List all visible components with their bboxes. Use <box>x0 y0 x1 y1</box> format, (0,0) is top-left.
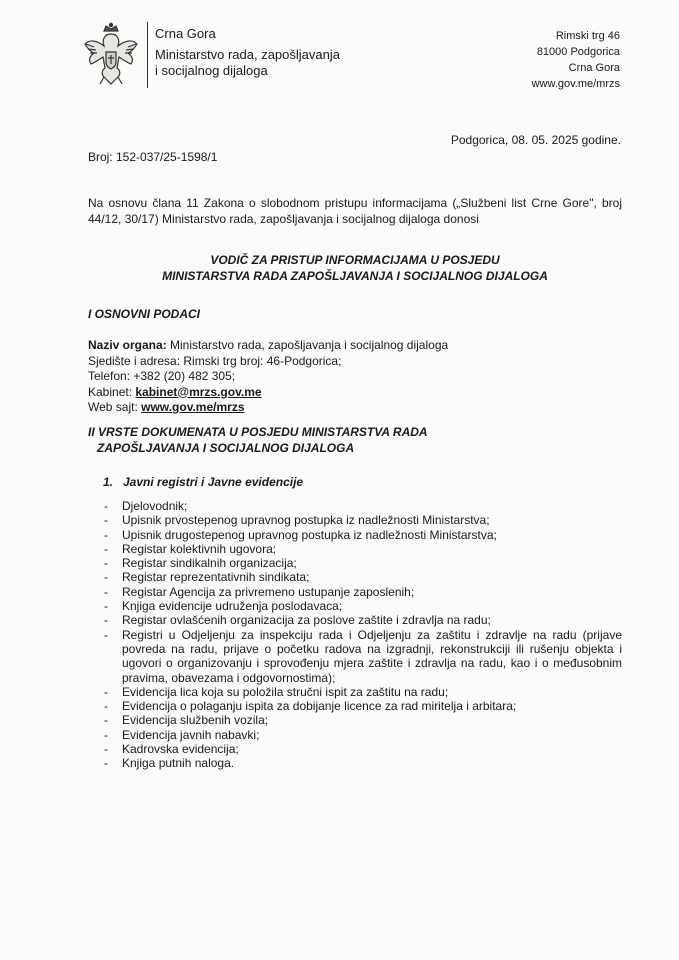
document-number: Broj: 152-037/25-1598/1 <box>88 150 218 164</box>
list-item <box>88 742 622 756</box>
country-name: Crna Gora <box>155 26 216 41</box>
header-divider <box>147 22 148 88</box>
cabinet-label: Kabinet: <box>88 384 136 399</box>
list-item <box>88 542 622 556</box>
ministry-name <box>155 26 340 80</box>
list-item <box>88 528 622 542</box>
phone-row: Telefon: +382 (20) 482 305; <box>88 369 236 383</box>
list-item <box>88 513 622 527</box>
title-line-2: MINISTARSTVA RADA ZAPOŠLJAVANJA I SOCIJALNOG DIJALOGA <box>162 268 548 283</box>
list-bullet: - <box>104 627 108 642</box>
website-row <box>88 400 448 416</box>
list-item-text: Upisnik prvostepenog upravnog postupka iz nadležnosti Ministarstva; <box>122 513 490 528</box>
list-item-text: Registar sindikalnih organizacija; <box>122 556 297 571</box>
list-item-text: Registar Agencija za privremeno ustupanje zaposlenih; <box>122 584 415 599</box>
section-2-heading-line-2: ZAPOŠLJAVANJA I SOCIJALNOG DIJALOGA <box>97 441 355 455</box>
subsection-title: Javni registri i Javne evidencije <box>123 475 304 489</box>
list-item <box>88 599 622 613</box>
document-date: Podgorica, 08. 05. 2025 godine. <box>450 133 621 147</box>
subsection-number: 1. <box>103 475 114 489</box>
seat-address-row: Sjedište i adresa: Rimski trg broj: 46-Podgorica; <box>88 353 342 368</box>
list-bullet: - <box>104 684 108 699</box>
cabinet-email-link[interactable]: kabinet@mrzs.gov.me <box>135 384 262 399</box>
list-bullet: - <box>104 756 108 771</box>
list-item-text: Registar reprezentativnih sindikata; <box>122 570 310 585</box>
list-bullet: - <box>104 613 108 628</box>
list-item-text: Djelovodnik; <box>122 499 188 513</box>
list-item <box>88 728 622 742</box>
list-item-text: Evidencija lica koja su položila stručni ispit za zaštitu na radu; <box>122 684 449 699</box>
list-item <box>88 713 622 727</box>
list-item-text: Knjiga putnih naloga. <box>122 756 235 771</box>
list-bullet: - <box>104 513 108 528</box>
document-title <box>88 253 622 284</box>
list-item-text: Kadrovska evidencija; <box>122 742 239 757</box>
organ-name-value: Ministarstvo rada, zapošljavanja i socijalnog dijaloga <box>166 338 449 352</box>
section-1-heading: I OSNOVNI PODACI <box>88 307 201 321</box>
basic-info <box>88 338 448 416</box>
list-bullet: - <box>104 742 108 757</box>
list-bullet: - <box>104 599 108 614</box>
list-bullet: - <box>104 584 108 599</box>
section-2-heading-line-1: II VRSTE DOKUMENATA U POSJEDU MINISTARSTVA RADA <box>88 425 428 439</box>
registry-list <box>88 499 622 771</box>
list-bullet: - <box>104 556 108 571</box>
list-item-text: Upisnik drugostepenog upravnog postupka iz nadležnosti Ministarstva; <box>122 527 497 542</box>
section-2-heading <box>88 424 428 456</box>
organ-name-label: Naziv organa: <box>88 338 167 352</box>
address-country: Crna Gora <box>568 62 620 74</box>
ministry-address <box>532 28 620 92</box>
list-item-text: Registar kolektivnih ugovora; <box>122 541 277 556</box>
list-item <box>88 499 622 513</box>
address-website: www.gov.me/mrzs <box>531 78 620 90</box>
address-street: Rimski trg 46 <box>555 30 620 42</box>
website-label: Web sajt: <box>88 400 142 414</box>
list-bullet: - <box>104 541 108 556</box>
subsection-1-heading <box>103 475 303 489</box>
list-item-text: Evidencija o polaganju ispita za dobijanje licence za rad miritelja i arbitara; <box>122 699 517 714</box>
list-item-text: Evidencija službenih vozila; <box>122 713 269 728</box>
cabinet-row <box>88 385 448 401</box>
list-bullet: - <box>104 499 108 513</box>
list-item-text: Registri u Odjeljenju za inspekciju rada i Odjeljenju za zaštitu i zdravlje na radu (prijave povreda na radu, prijave o početku radova na izgradnji, rekonstrukciji ili rušenju objekta i ugovori o organizovanju i sprovođenju mjera zaštite i zdravlja na radu, kao i o međusobnim pravima, obavezama i odgovornostima); <box>122 627 622 685</box>
list-item-text: Registar ovlašćenih organizacija za poslove zaštite i zdravlja na radu; <box>122 613 491 628</box>
list-bullet: - <box>104 570 108 585</box>
address-city: 81000 Podgorica <box>536 46 620 58</box>
list-item <box>88 628 622 685</box>
list-bullet: - <box>104 727 108 742</box>
title-line-1: VODIČ ZA PRISTUP INFORMACIJAMA U POSJEDU <box>210 253 500 267</box>
coat-of-arms-icon <box>82 22 140 88</box>
list-bullet: - <box>104 527 108 542</box>
ministry-line-1: Ministarstvo rada, zapošljavanja <box>155 46 340 62</box>
organ-name-row <box>88 338 448 354</box>
list-item <box>88 756 622 770</box>
intro-paragraph: Na osnovu člana 11 Zakona o slobodnom pristupu informacijama („Službeni list Crne Gore", broj 44/12, 30/17) Ministarstvo rada, zapošljavanja i socijalnog dijaloga donosi <box>88 196 622 226</box>
list-item <box>88 685 622 699</box>
list-bullet: - <box>104 713 108 728</box>
list-bullet: - <box>104 699 108 714</box>
ministry-line-2: i socijalnog dijaloga <box>155 63 268 78</box>
list-item <box>88 585 622 599</box>
list-item-text: Evidencija javnih nabavki; <box>122 727 260 742</box>
list-item <box>88 556 622 570</box>
list-item <box>88 570 622 584</box>
list-item-text: Knjiga evidencije udruženja poslodavaca; <box>122 599 343 614</box>
list-item <box>88 699 622 713</box>
website-link[interactable]: www.gov.me/mrzs <box>141 400 245 414</box>
list-item <box>88 613 622 627</box>
